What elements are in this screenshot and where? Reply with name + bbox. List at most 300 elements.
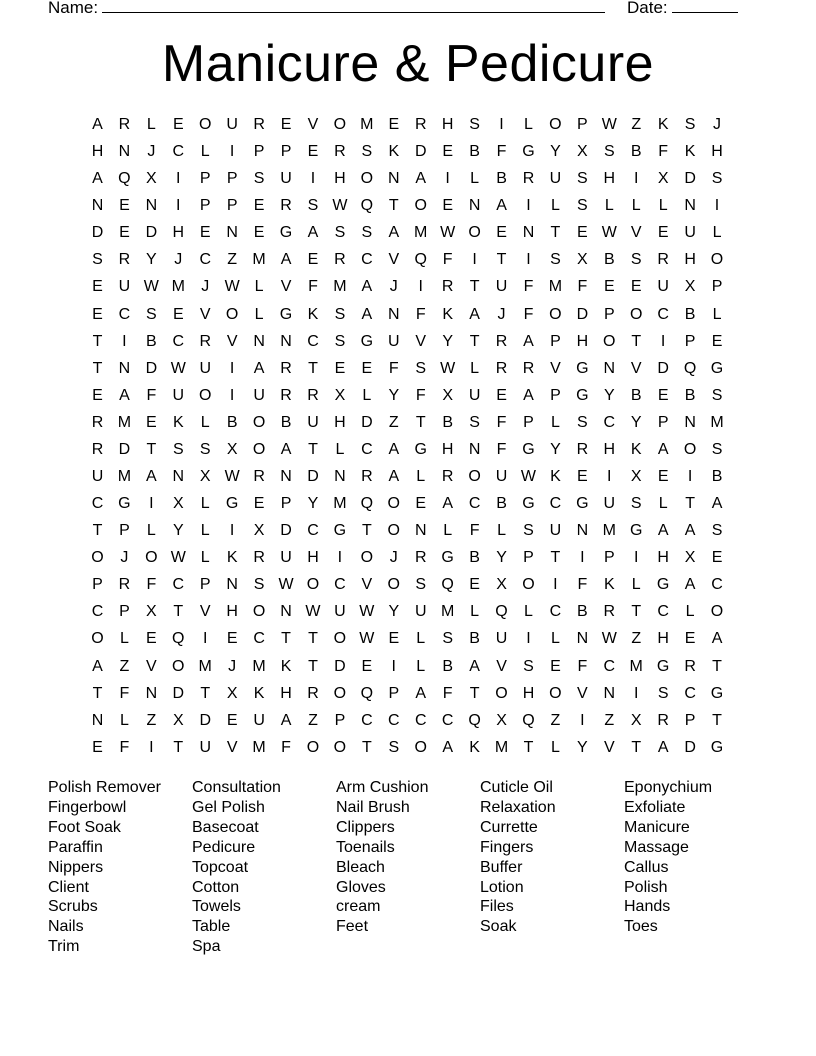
- grid-letter: T: [308, 440, 318, 458]
- grid-letter: L: [146, 116, 156, 133]
- grid-letter: S: [146, 305, 157, 323]
- grid-letter: L: [119, 711, 129, 729]
- grid-letter: E: [630, 278, 642, 296]
- grid-letter: R: [657, 251, 669, 269]
- grid-letter: N: [468, 440, 481, 458]
- grid-letter: M: [710, 413, 724, 431]
- grid-letter: F: [469, 522, 480, 540]
- grid-letter: T: [712, 711, 722, 729]
- grid-letter: U: [388, 332, 400, 350]
- grid-letter: C: [361, 711, 373, 729]
- grid-letter: C: [603, 657, 616, 675]
- grid-letter: N: [576, 630, 589, 648]
- grid-letter: H: [280, 684, 292, 702]
- grid-letter: D: [334, 657, 346, 675]
- grid-letter: I: [714, 197, 720, 215]
- grid-letter: X: [442, 386, 453, 404]
- grid-letter: B: [469, 549, 480, 567]
- grid-letter: G: [576, 386, 589, 404]
- grid-letter: C: [334, 576, 346, 594]
- grid-letter: I: [391, 657, 396, 675]
- grid-letter: U: [468, 386, 481, 404]
- grid-letter: L: [631, 576, 641, 594]
- grid-letter: O: [198, 116, 212, 133]
- grid-letter: R: [441, 468, 454, 486]
- grid-letter: G: [225, 495, 239, 513]
- grid-letter: J: [201, 278, 210, 296]
- grid-letter: X: [684, 549, 696, 567]
- grid-letter: U: [199, 359, 211, 377]
- grid-letter: B: [496, 170, 507, 188]
- grid-letter: Q: [172, 630, 185, 648]
- word-list-item: Hands: [624, 898, 671, 916]
- grid-letter: A: [388, 224, 400, 242]
- grid-letter: S: [711, 170, 723, 188]
- grid-letter: K: [684, 143, 696, 161]
- grid-letter: H: [711, 143, 723, 161]
- grid-letter: I: [633, 549, 639, 567]
- grid-letter: O: [603, 332, 616, 350]
- grid-letter: C: [657, 305, 669, 323]
- grid-letter: L: [416, 468, 426, 486]
- grid-letter: Y: [442, 332, 453, 350]
- grid-letter: B: [442, 413, 453, 431]
- grid-letter: N: [145, 684, 158, 702]
- grid-letter: E: [119, 224, 130, 242]
- grid-letter: A: [442, 495, 453, 513]
- grid-letter: H: [684, 251, 696, 269]
- grid-letter: S: [92, 251, 103, 269]
- grid-letter: Q: [495, 603, 508, 621]
- grid-letter: S: [361, 224, 373, 242]
- grid-letter: M: [333, 495, 347, 513]
- grid-letter: T: [631, 738, 642, 756]
- grid-letter: T: [388, 197, 399, 215]
- grid-letter: A: [146, 468, 157, 486]
- grid-letter: I: [202, 630, 208, 648]
- grid-letter: W: [601, 224, 617, 242]
- grid-letter: Y: [496, 549, 507, 567]
- grid-letter: G: [522, 143, 535, 161]
- grid-letter: X: [226, 440, 238, 458]
- grid-letter: R: [414, 116, 427, 133]
- grid-letter: R: [576, 440, 589, 458]
- grid-letter: H: [657, 630, 669, 648]
- grid-letter: E: [280, 116, 292, 133]
- grid-letter: C: [361, 440, 373, 458]
- grid-letter: F: [577, 657, 588, 675]
- grid-letter: D: [280, 522, 292, 540]
- grid-letter: O: [387, 495, 400, 513]
- grid-letter: H: [307, 549, 319, 567]
- grid-letter: T: [308, 359, 318, 377]
- grid-letter: Y: [550, 440, 561, 458]
- grid-letter: W: [359, 630, 375, 648]
- grid-letter: S: [711, 522, 723, 540]
- grid-letter: H: [522, 684, 535, 702]
- grid-letter: P: [199, 197, 211, 215]
- grid-letter: X: [496, 576, 507, 594]
- grid-letter: F: [308, 278, 318, 296]
- grid-letter: S: [334, 305, 346, 323]
- grid-letter: L: [200, 413, 210, 431]
- grid-letter: C: [603, 413, 616, 431]
- grid-letter: R: [334, 251, 346, 269]
- grid-letter: X: [657, 170, 669, 188]
- grid-letter: X: [253, 522, 265, 540]
- grid-letter: V: [280, 278, 292, 296]
- grid-letter: W: [601, 116, 617, 133]
- grid-letter: H: [172, 224, 185, 242]
- grid-letter: V: [630, 359, 642, 377]
- grid-letter: O: [495, 684, 508, 702]
- grid-letter: P: [119, 603, 130, 621]
- grid-letter: B: [577, 603, 588, 621]
- grid-letter: B: [146, 332, 157, 350]
- grid-letter: S: [172, 440, 184, 458]
- grid-letter: Z: [631, 116, 642, 133]
- grid-letter: A: [388, 468, 400, 486]
- grid-letter: S: [603, 143, 615, 161]
- grid-letter: E: [603, 278, 615, 296]
- grid-letter: B: [280, 413, 292, 431]
- grid-letter: P: [226, 170, 238, 188]
- grid-letter: Q: [118, 170, 131, 188]
- grid-letter: E: [253, 197, 265, 215]
- grid-letter: B: [630, 386, 642, 404]
- grid-letter: L: [712, 305, 722, 323]
- grid-letter: D: [172, 684, 185, 702]
- grid-letter: S: [415, 359, 427, 377]
- grid-letter: O: [333, 684, 347, 702]
- grid-letter: I: [607, 468, 612, 486]
- grid-letter: F: [523, 305, 534, 323]
- grid-letter: J: [147, 143, 156, 161]
- grid-letter: C: [684, 684, 696, 702]
- grid-letter: D: [118, 440, 131, 458]
- word-list-item: Polish Remover: [48, 779, 161, 796]
- grid-letter: T: [361, 522, 372, 540]
- grid-letter: B: [603, 251, 615, 269]
- grid-letter: G: [360, 332, 374, 350]
- word-list-item: Client: [48, 878, 89, 896]
- grid-letter: O: [225, 305, 239, 323]
- grid-letter: E: [226, 630, 238, 648]
- grid-letter: N: [91, 711, 104, 729]
- grid-letter: O: [549, 116, 562, 133]
- word-list-item: Paraffin: [48, 838, 103, 856]
- grid-letter: H: [334, 413, 346, 431]
- grid-letter: I: [337, 549, 343, 567]
- grid-letter: I: [122, 332, 127, 350]
- grid-letter: O: [683, 440, 697, 458]
- grid-letter: Y: [577, 738, 588, 756]
- grid-letter: I: [149, 495, 154, 513]
- grid-letter: P: [253, 143, 265, 161]
- grid-letter: E: [415, 495, 427, 513]
- grid-letter: T: [415, 413, 426, 431]
- grid-letter: E: [577, 224, 588, 242]
- word-column: [624, 778, 768, 937]
- grid-letter: P: [603, 305, 615, 323]
- word-list-item: Exfoliate: [624, 798, 686, 816]
- grid-letter: L: [550, 738, 560, 756]
- grid-letter: X: [577, 251, 588, 269]
- grid-letter: K: [469, 738, 480, 756]
- grid-letter: F: [442, 684, 453, 702]
- grid-letter: R: [414, 549, 427, 567]
- name-underline[interactable]: [102, 0, 605, 13]
- date-underline[interactable]: [672, 0, 738, 13]
- grid-letter: D: [361, 413, 373, 431]
- grid-letter: A: [361, 278, 373, 296]
- word-list-item: Fingerbowl: [48, 798, 127, 816]
- grid-letter: V: [226, 332, 238, 350]
- grid-letter: P: [199, 576, 211, 594]
- grid-letter: F: [146, 576, 157, 594]
- grid-letter: I: [633, 170, 639, 188]
- grid-letter: P: [657, 413, 669, 431]
- grid-letter: V: [603, 738, 615, 756]
- grid-letter: L: [200, 522, 210, 540]
- grid-letter: T: [92, 684, 103, 702]
- grid-letter: C: [414, 711, 427, 729]
- grid-letter: C: [549, 495, 562, 513]
- grid-letter: O: [710, 251, 724, 269]
- grid-letter: M: [629, 657, 643, 675]
- grid-letter: B: [496, 495, 507, 513]
- grid-letter: C: [441, 711, 454, 729]
- grid-letter: C: [172, 332, 185, 350]
- grid-letter: B: [226, 413, 238, 431]
- word-list-item: Nippers: [48, 858, 104, 876]
- word-list-item: Currette: [480, 818, 538, 836]
- grid-letter: F: [415, 305, 426, 323]
- grid-letter: T: [469, 278, 480, 296]
- grid-letter: O: [91, 630, 104, 648]
- grid-letter: O: [252, 413, 266, 431]
- grid-letter: D: [684, 170, 696, 188]
- grid-letter: K: [630, 440, 642, 458]
- grid-letter: A: [657, 522, 669, 540]
- grid-letter: Z: [119, 657, 130, 675]
- grid-letter: L: [416, 630, 426, 648]
- grid-letter: E: [442, 197, 453, 215]
- grid-letter: N: [388, 170, 400, 188]
- grid-letter: G: [710, 359, 724, 377]
- word-list-item: Gloves: [336, 878, 386, 896]
- grid-letter: V: [550, 359, 561, 377]
- grid-letter: Z: [631, 630, 642, 648]
- grid-letter: V: [146, 657, 157, 675]
- grid-letter: A: [657, 440, 669, 458]
- grid-letter: J: [120, 549, 129, 567]
- grid-letter: I: [526, 197, 531, 215]
- grid-letter: S: [684, 116, 696, 133]
- grid-letter: H: [657, 549, 669, 567]
- grid-letter: T: [469, 332, 480, 350]
- grid-letter: S: [199, 440, 211, 458]
- grid-letter: P: [603, 549, 615, 567]
- grid-letter: O: [549, 684, 562, 702]
- grid-letter: C: [199, 251, 211, 269]
- grid-letter: N: [172, 468, 185, 486]
- grid-letter: P: [684, 711, 696, 729]
- grid-letter: H: [226, 603, 238, 621]
- grid-letter: V: [307, 116, 319, 133]
- word-column: [192, 778, 336, 957]
- grid-letter: C: [549, 603, 562, 621]
- grid-letter: S: [334, 224, 346, 242]
- grid-letter: A: [523, 332, 534, 350]
- grid-letter: U: [657, 278, 669, 296]
- grid-letter: L: [631, 197, 641, 215]
- grid-letter: U: [91, 468, 104, 486]
- grid-letter: E: [307, 143, 319, 161]
- grid-letter: F: [281, 738, 291, 756]
- grid-letter: U: [253, 386, 265, 404]
- grid-letter: O: [360, 549, 374, 567]
- grid-letter: T: [281, 630, 291, 648]
- grid-letter: G: [279, 224, 293, 242]
- grid-letter: L: [470, 603, 480, 621]
- name-field: [48, 0, 605, 19]
- word-list-item: Eponychium: [624, 779, 713, 796]
- word-list-item: Soak: [480, 918, 517, 936]
- word-list-item: Relaxation: [480, 798, 556, 816]
- grid-letter: N: [145, 197, 158, 215]
- grid-letter: U: [495, 630, 508, 648]
- grid-letter: O: [252, 603, 266, 621]
- grid-letter: X: [630, 711, 642, 729]
- grid-letter: W: [170, 359, 186, 377]
- grid-letter: N: [522, 224, 535, 242]
- grid-letter: N: [414, 522, 427, 540]
- grid-letter: O: [468, 468, 481, 486]
- grid-letter: I: [149, 738, 154, 756]
- grid-letter: W: [305, 603, 321, 621]
- grid-letter: B: [630, 143, 642, 161]
- grid-letter: S: [577, 170, 588, 188]
- grid-letter: W: [224, 468, 240, 486]
- grid-letter: B: [469, 143, 480, 161]
- grid-letter: G: [279, 305, 293, 323]
- grid-letter: L: [362, 386, 372, 404]
- grid-letter: O: [252, 440, 266, 458]
- grid-letter: T: [712, 657, 722, 675]
- grid-letter: Y: [388, 603, 400, 621]
- grid-letter: O: [198, 386, 212, 404]
- grid-letter: K: [226, 549, 238, 567]
- grid-letter: O: [414, 197, 427, 215]
- grid-letter: L: [604, 197, 614, 215]
- grid-letter: N: [118, 359, 131, 377]
- grid-letter: N: [388, 305, 400, 323]
- grid-letter: E: [92, 278, 103, 296]
- grid-letter: M: [252, 657, 266, 675]
- grid-letter: E: [334, 359, 346, 377]
- grid-letter: L: [119, 630, 129, 648]
- grid-letter: X: [199, 468, 211, 486]
- grid-letter: N: [253, 332, 265, 350]
- grid-letter: S: [361, 143, 373, 161]
- grid-letter: Z: [604, 711, 615, 729]
- grid-letter: F: [577, 278, 588, 296]
- grid-letter: J: [497, 305, 506, 323]
- grid-letter: S: [307, 197, 319, 215]
- grid-letter: A: [280, 440, 292, 458]
- grid-letter: O: [522, 576, 535, 594]
- grid-letter: R: [361, 468, 373, 486]
- grid-letter: Q: [468, 711, 481, 729]
- grid-letter: W: [278, 576, 294, 594]
- grid-letter: I: [310, 170, 316, 188]
- grid-letter: L: [470, 359, 480, 377]
- word-column: [48, 778, 192, 957]
- grid-letter: T: [523, 738, 534, 756]
- grid-letter: I: [526, 251, 531, 269]
- grid-letter: M: [117, 413, 132, 431]
- grid-letter: A: [523, 386, 534, 404]
- grid-letter: T: [92, 332, 103, 350]
- grid-letter: N: [684, 413, 696, 431]
- grid-letter: J: [174, 251, 183, 269]
- grid-letter: O: [306, 738, 320, 756]
- grid-letter: H: [441, 440, 454, 458]
- grid-letter: E: [496, 386, 507, 404]
- grid-letter: P: [280, 143, 292, 161]
- grid-letter: G: [656, 576, 670, 594]
- grid-letter: G: [656, 657, 670, 675]
- grid-letter: L: [712, 224, 722, 242]
- grid-letter: E: [388, 116, 400, 133]
- page-title: Manicure & Pedicure: [161, 35, 655, 93]
- grid-letter: Z: [227, 251, 238, 269]
- grid-letter: Q: [683, 359, 697, 377]
- grid-letter: A: [684, 576, 696, 594]
- grid-letter: U: [549, 522, 562, 540]
- grid-letter: B: [711, 468, 723, 486]
- grid-letter: A: [711, 495, 723, 513]
- grid-letter: M: [414, 224, 428, 242]
- grid-letter: Y: [388, 386, 400, 404]
- grid-letter: E: [146, 413, 157, 431]
- grid-letter: G: [441, 549, 454, 567]
- grid-letter: O: [549, 305, 562, 323]
- grid-letter: H: [91, 143, 104, 161]
- grid-letter: Z: [146, 711, 157, 729]
- grid-letter: K: [280, 657, 292, 675]
- grid-letter: N: [334, 468, 346, 486]
- grid-letter: L: [497, 522, 506, 540]
- grid-letter: T: [631, 603, 642, 621]
- grid-letter: C: [468, 495, 481, 513]
- grid-letter: M: [494, 738, 509, 756]
- word-list-item: Cuticle Oil: [480, 779, 553, 796]
- grid-letter: P: [550, 386, 561, 404]
- grid-letter: D: [414, 143, 427, 161]
- grid-letter: Z: [388, 413, 399, 431]
- grid-letter: T: [200, 684, 211, 702]
- grid-letter: L: [550, 197, 560, 215]
- grid-letter: E: [388, 630, 400, 648]
- grid-letter: H: [441, 116, 454, 133]
- grid-letter: O: [172, 657, 185, 675]
- grid-letter: Y: [550, 143, 561, 161]
- grid-letter: V: [199, 305, 211, 323]
- grid-letter: N: [603, 684, 616, 702]
- grid-letter: S: [334, 332, 346, 350]
